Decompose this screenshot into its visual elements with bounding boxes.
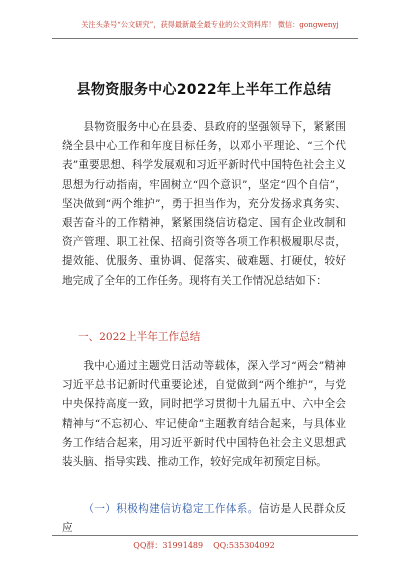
subsection-1-text: 信访是人民群众反应 xyxy=(62,503,347,535)
header-banner: 关注头条号“公文研究”，获得最新最全最专业的公文资料库！ 微信：gongwenyj xyxy=(81,20,339,29)
subsection-1-heading: （一）积极构建信访稳定工作体系。 xyxy=(83,503,259,515)
header-divider xyxy=(52,38,358,39)
intro-text: 县物资服务中心在县委、县政府的坚强领导下，紧紧围绕全县中心工作和年度目标任务，以邓小平理论、“三个代表”重要思想、科学发展观和习近平新时代中国特色社会主义思想为行动指南，牢固树立“四个意识”，坚定“四个自信”，坚决做到“两个维护”，勇于担当作为，充分发扬求真务实、艰苦奋斗的工作精神，紧紧围绕信访稳定、国有企业改制和资产管理、职工社保、招商引资等各项工作积极履职尽责，提效能、优服务、重协调、促落实、破难题、打硬仗，较好地完成了全年的工作任务。现将有关工作情况总结如下： xyxy=(62,121,346,287)
footer-contact xyxy=(0,540,408,552)
footer-divider xyxy=(52,535,358,536)
subsection-1-paragraph xyxy=(62,500,346,538)
section-1-paragraph xyxy=(62,357,346,472)
footer-qq-number: QQ:535304092 xyxy=(213,541,275,550)
footer-qq-group: QQ群：31991489 xyxy=(133,541,204,550)
section-1-text: 我中心通过主题党日活动等载体，深入学习“两会”精神习近平总书记新时代重要论述，自觉做到“两个维护”，与党中央保持高度一致，同时把学习贯彻十九届五中、六中全会精神与“不忘初心、牢记使命”主题教育结合起来，与具体业务工作结合起来，用习近平新时代中国特色社会主义思想武装头脑、指导实践、推动工作，较好完成年初预定目标。 xyxy=(62,360,346,469)
document-title: 县物资服务中心2022年上半年工作总结 xyxy=(76,82,332,98)
section-1-heading: 一、2022上半年工作总结 xyxy=(78,331,201,343)
intro-paragraph xyxy=(62,118,346,291)
